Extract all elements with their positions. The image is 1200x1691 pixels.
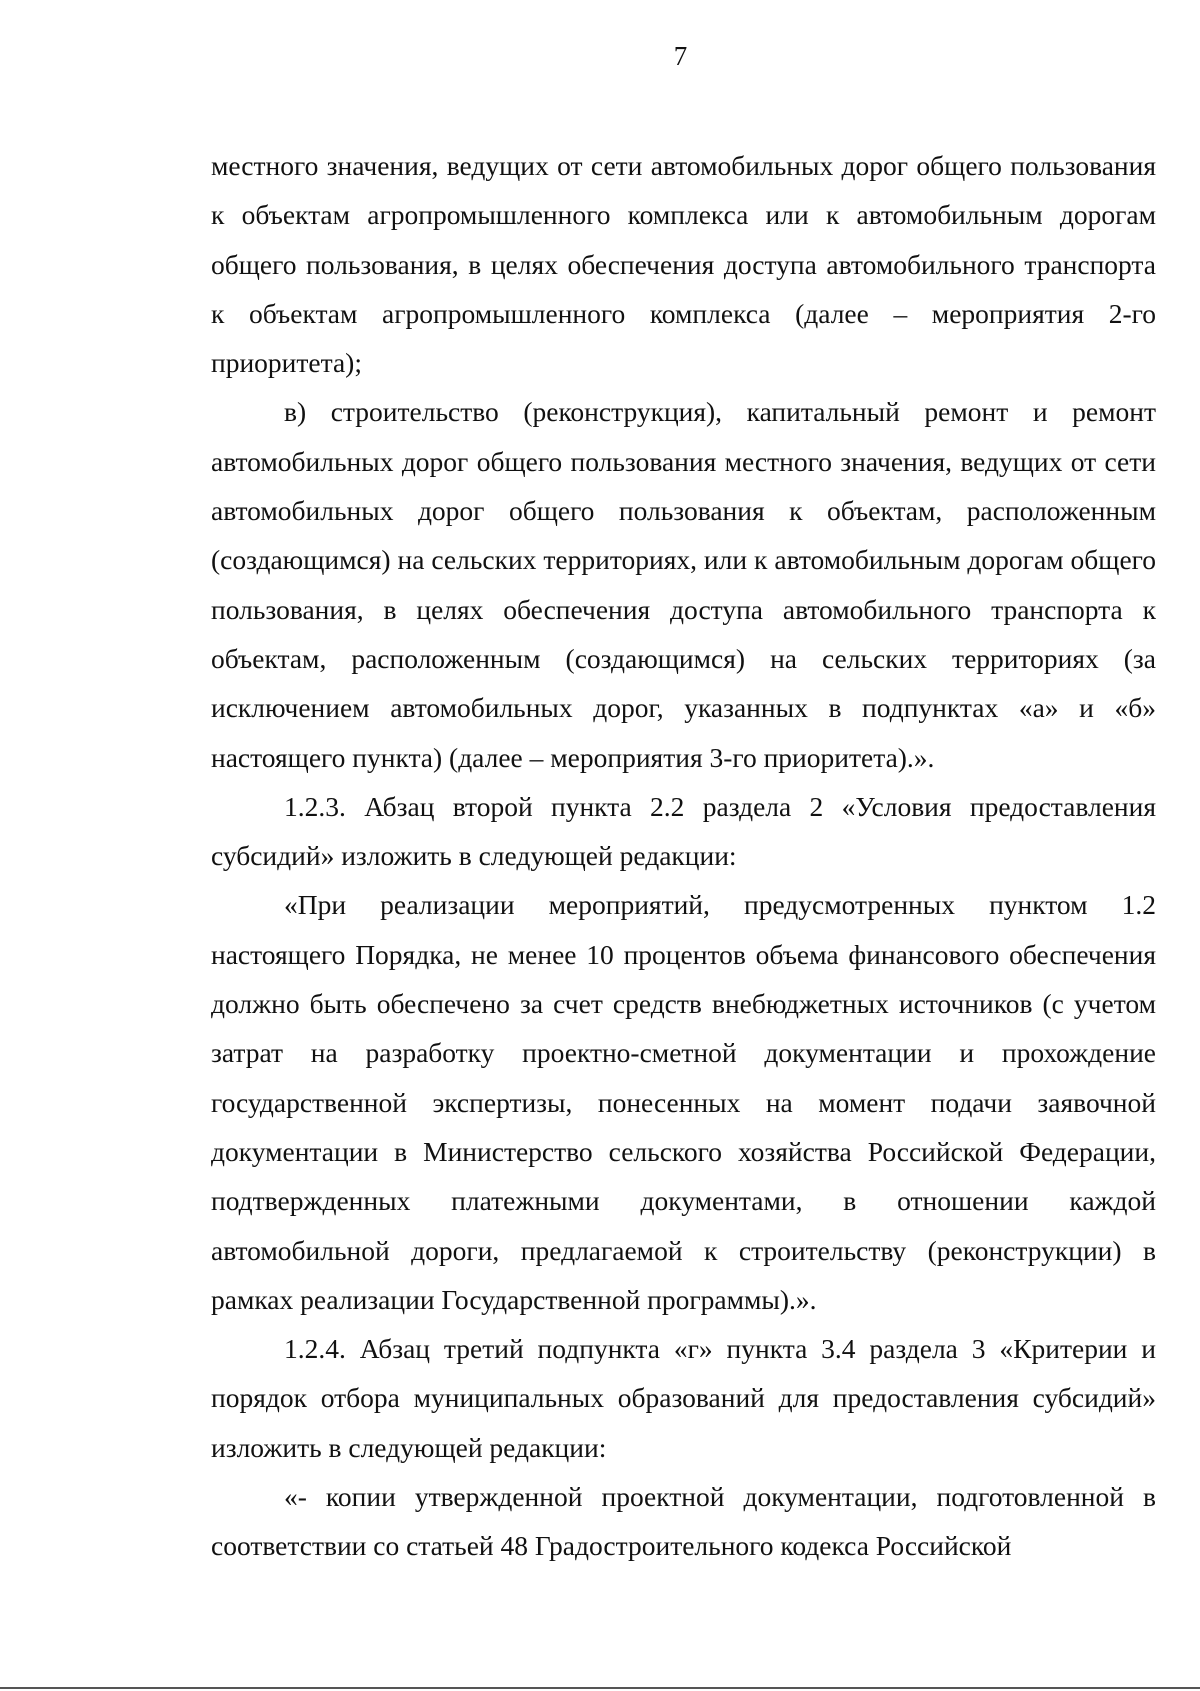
paragraph-item-v: в) строительство (реконструкция), капитальный ремонт и ремонт автомобильных дорог общего пользования местного значения, ведущих от сети автомобильных дорог общего пользования к объектам, расположенным (создающимся) на сельских территориях, или к автомобильным дорогам общего пользования, в целях обеспечения доступа автомобильного транспорта к объектам, расположенным (создающимся) на сельских территориях (за исключением автомобильных дорог, указанных в подпунктах «а» и «б» настоящего пункта) (далее – мероприятия 3-го приоритета).». <box>211 396 1156 773</box>
document-body <box>211 141 1156 1571</box>
bottom-scan-edge <box>0 1687 1200 1689</box>
paragraph-1-2-3: 1.2.3. Абзац второй пункта 2.2 раздела 2 «Условия предоставления субсидий» изложить в следующей редакции: <box>211 790 1156 872</box>
paragraph-continuation: местного значения, ведущих от сети автомобильных дорог общего пользования к объектам агропромышленного комплекса или к автомобильным дорогам общего пользования, в целях обеспечения доступа автомобильного транспорта к объектам агропромышленного комплекса (далее – мероприятия 2-го приоритета); <box>211 150 1156 379</box>
paragraph-quote-3-4: «- копии утвержденной проектной документации, подготовленной в соответствии со статьей 48 Градостроительного кодекса Российской <box>211 1481 1156 1562</box>
paragraph-quote-2-2: «При реализации мероприятий, предусмотренных пунктом 1.2 настоящего Порядка, не менее 10 процентов объема финансового обеспечения должно быть обеспечено за счет средств внебюджетных источников (с учетом затрат на разработку проектно-сметной документации и прохождение государственной экспертизы, понесенных на момент подачи заявочной документации в Министерство сельского хозяйства Российской Федерации, подтвержденных платежными документами, в отношении каждой автомобильной дороги, предлагаемой к строительству (реконструкции) в рамках реализации Государственной программы).». <box>211 889 1156 1315</box>
paragraph-1-2-4: 1.2.4. Абзац третий подпункта «г» пункта 3.4 раздела 3 «Критерии и порядок отбора муниципальных образований для предоставления субсидий» изложить в следующей редакции: <box>211 1333 1156 1463</box>
page-number: 7 <box>673 41 688 71</box>
